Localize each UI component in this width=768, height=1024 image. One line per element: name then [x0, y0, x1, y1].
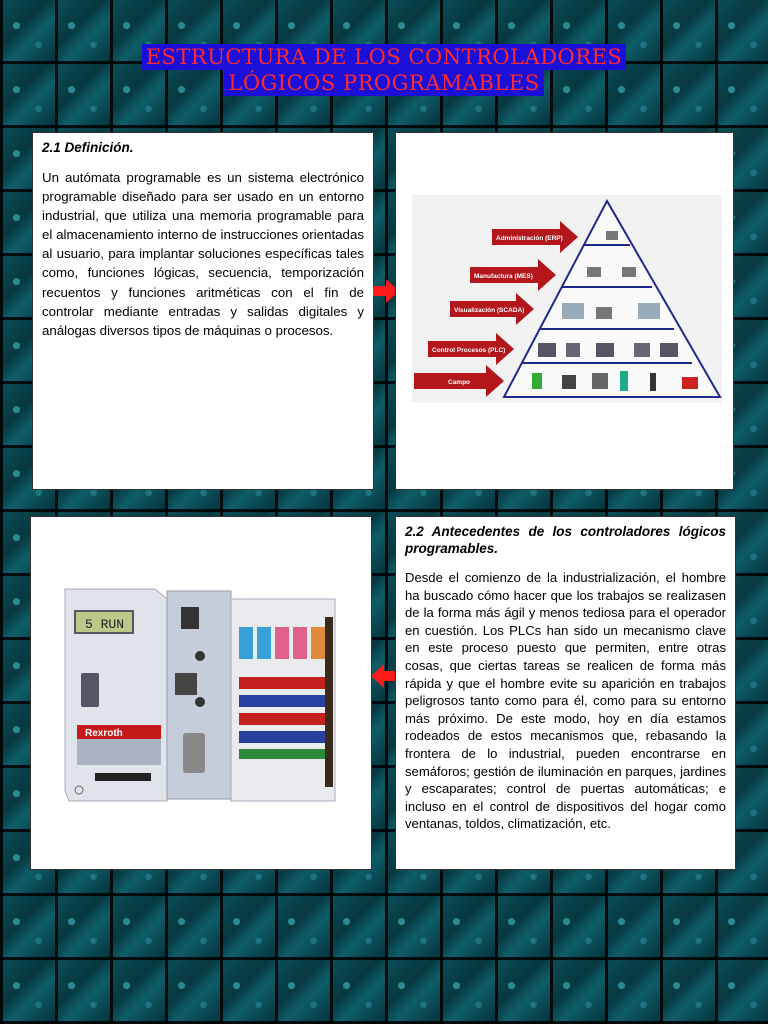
definition-text: Un autómata programable es un sistema electrónico programable diseñado para ser usado en un entorno industrial, que utiliza una memoria programable para el almacenamiento interno de instrucciones orientadas al usuario, para implantar soluciones específicas tales como, funciones lógicas, secuencia, temporización recuentos y funciones aritméticas con el fin de controlar mediante entradas y salidas digitales y análogas diversos tipos de máquinas o procesos. — [42, 170, 364, 338]
antecedentes-heading: 2.2 Antecedentes de los controladores lógicos programables. — [405, 524, 726, 556]
automation-pyramid-diagram — [412, 195, 722, 403]
plc-photo-panel — [30, 516, 372, 870]
arrow-left-icon — [371, 664, 397, 688]
page-title — [0, 44, 768, 96]
pyramid-level-5: Campo — [448, 379, 471, 386]
pyramid-level-1: Administración (ERP) — [496, 235, 563, 242]
plc-device-image — [55, 577, 351, 829]
plc-display-text: 5 RUN — [85, 617, 125, 632]
pyramid-panel — [395, 132, 734, 490]
title-line-2: LÓGICOS PROGRAMABLES — [224, 70, 543, 96]
definition-heading: 2.1 Definición. — [42, 140, 134, 155]
plc-brand-label: Rexroth — [85, 728, 123, 739]
definition-panel — [32, 132, 374, 490]
title-line-1: ESTRUCTURA DE LOS CONTROLADORES — [142, 44, 627, 70]
antecedentes-text: Desde el comienzo de la industrialización, el hombre ha buscado cómo hacer que los trabajos se realizasen de la forma más ágil y menos tediosa para el operador en cuestión. Los PLCs han sido un mecanismo clave en este proceso puesto que permiten, entre otras cosas, que ciertas tareas se realicen de forma más rápida y que el hombre evite su aparición en trabajos peligrosos tanto como para él, como para su entorno más próximo. De este modo, hoy en día estamos rodeados de estos mecanismos que, rebasando la frontera de lo industrial, pueden encontrarse en semáforos; gestión de iluminación en parques, jardines y escaparates; control de puertas automáticas; e incluso en el control de dispositivos del hogar como ventanas, toldos, climatización, etc. — [405, 570, 726, 832]
pyramid-level-2: Manufactura (MES) — [474, 273, 533, 280]
pyramid-level-3: Visualización (SCADA) — [454, 307, 525, 314]
antecedentes-panel — [395, 516, 736, 870]
pyramid-level-4: Control Procesos (PLC) — [432, 347, 506, 354]
